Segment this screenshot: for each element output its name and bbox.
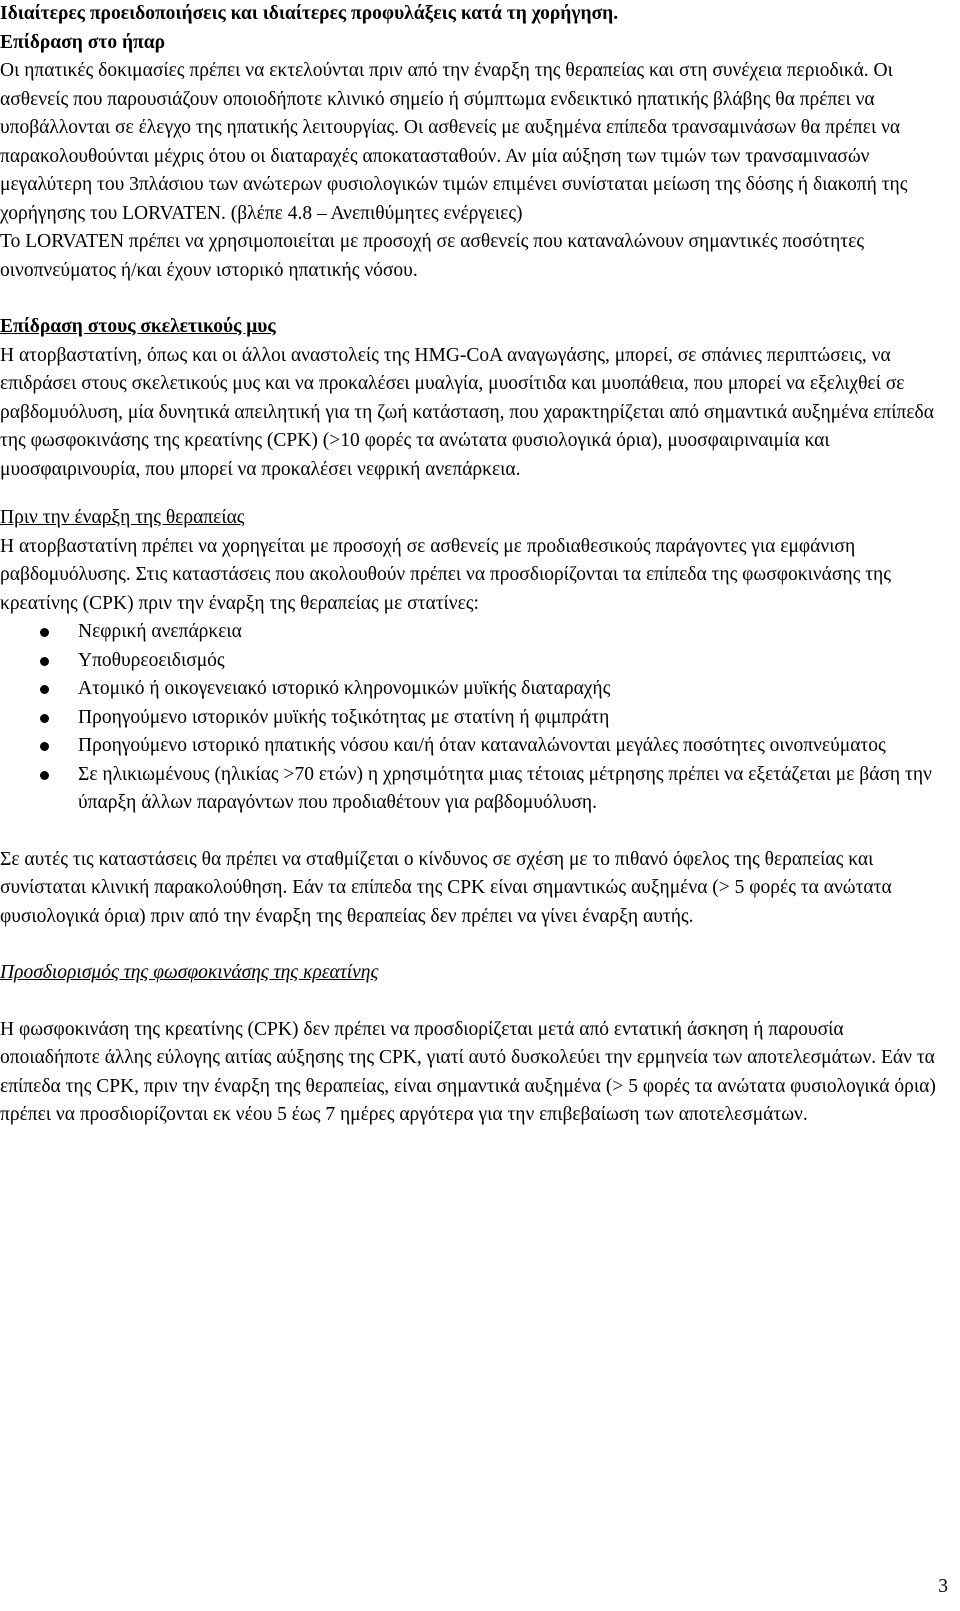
before-therapy-paragraph-2: Σε αυτές τις καταστάσεις θα πρέπει να σταθμίζεται ο κίνδυνος σε σχέση με το πιθανό όφελος της θεραπείας και συνίσταται κλινική παρακολούθηση. Εάν τα επίπεδα της CPK είναι σημαντικώς αυξημένα (> 5 φορές τα ανώτατα φυσιολογικά όρια) πριν από την έναρξη της θεραπείας δεν πρέπει να γίνει έναρξη αυτής. xyxy=(0,848,892,927)
bullet-icon xyxy=(40,628,49,637)
cpk-paragraph: Η φωσφοκινάση της κρεατίνης (CPK) δεν πρέπει να προσδιορίζεται μετά από εντατική άσκηση ή παρουσία οποιαδήποτε άλλης εύλογης αιτίας αύξησης της CPK, γιατί αυτό δυσκολεύει την ερμηνεία των αποτελεσμάτων. Εάν τα επίπεδα της CPK, πριν την έναρξη της θεραπείας, είναι σημαντικά αυξημένα (> 5 φορές τα ανώτατα φυσιολογικά όρια) πρέπει να προσδιορίζονται εκ νέου 5 έως 7 ημέρες αργότερα για την επιβεβαίωση των αποτελεσμάτων. xyxy=(0,1018,936,1125)
risk-factor-list xyxy=(0,618,942,818)
liver-paragraph: Οι ηπατικές δοκιμασίες πρέπει να εκτελούνται πριν από την έναρξη της θεραπείας και στη συνέχεια περιοδικά. Οι ασθενείς που παρουσιάζουν οποιοδήποτε κλινικό σημείο ή σύμπτωμα ενδεικτικό ηπατικής βλάβης θα πρέπει να υποβάλλονται σε έλεγχο της ηπατικής λειτουργίας. Οι ασθενείς με αυξημένα επίπεδα τρανσαμινάσων θα πρέπει να παρακολουθούνται μέχρις ότου οι διαταραχές αποκατασταθούν. Αν μία αύξηση των τιμών των τρανσαμινασών μεγαλύτερη του 3πλάσιου των ανώτερων φυσιολογικών τιμών επιμένει συνίσταται μείωση της δόσης ή διακοπή της χορήγησης του LORVATEN. (βλέπε 4.8 – Ανεπιθύμητες ενέργειες) xyxy=(0,60,908,224)
list-item: Προηγούμενο ιστορικόν μυϊκής τοξικότητας με στατίνη ή φιμπράτη xyxy=(0,704,942,733)
muscle-heading: Επίδραση στους σκελετικούς μυς xyxy=(0,316,276,337)
bullet-icon xyxy=(40,714,49,723)
muscle-paragraph: Η ατορβαστατίνη, όπως και οι άλλοι αναστολείς της HMG-CoA αναγωγάσης, μπορεί, σε σπάνιες περιπτώσεις, να επιδράσει στους σκελετικούς μυς και να προκαλέσει μυαλγία, μυοσίτιδα και μυοπάθεια, που μπορεί να εξελιχθεί σε ραβδομυόλυση, μία δυνητικά απειλητική για τη ζωή κατάσταση, που χαρακτηρίζεται από σημαντικά αυξημένα επίπεδα της φωσφοκινάσης της κρεατίνης (CPK) (>10 φορές τα ανώτατα φυσιολογικά όρια), μυοσφαιριναιμία και μυοσφαιρινουρία, που μπορεί να προκαλέσει νεφρική ανεπάρκεια. xyxy=(0,344,934,480)
list-item: Νεφρική ανεπάρκεια xyxy=(0,618,942,647)
section-title: Ιδιαίτερες προειδοποιήσεις και ιδιαίτερες προφυλάξεις κατά τη χορήγηση. xyxy=(0,3,619,24)
spacer xyxy=(0,988,942,1016)
bullet-icon xyxy=(40,742,49,751)
list-item: Ατομικό ή οικογενειακό ιστορικό κληρονομικών μυϊκής διαταραχής xyxy=(0,675,942,704)
spacer xyxy=(0,818,942,846)
list-item: Προηγούμενο ιστορικό ηπατικής νόσου και/ή όταν καταναλώνονται μεγάλες ποσότητες οινοπνεύματος xyxy=(0,732,942,761)
liver-heading: Επίδραση στο ήπαρ xyxy=(0,31,166,53)
list-item: Υποθυρεοειδισμός xyxy=(0,647,942,676)
spacer xyxy=(0,484,942,504)
page-number: 3 xyxy=(938,1576,948,1597)
liver-paragraph-2: Το LORVATEN πρέπει να χρησιμοποιείται με προσοχή σε ασθενείς που καταναλώνουν σημαντικές ποσότητες οινοπνεύματος ή/και έχουν ιστορικό ηπατικής νόσου. xyxy=(0,231,865,281)
bullet-icon xyxy=(40,771,49,780)
bullet-icon xyxy=(40,685,49,694)
spacer xyxy=(0,285,942,313)
bullet-icon xyxy=(40,657,49,666)
before-therapy-heading: Πριν την έναρξη της θεραπείας xyxy=(0,507,245,528)
before-therapy-paragraph: Η ατορβαστατίνη πρέπει να χορηγείται με προσοχή σε ασθενείς με προδιαθεσικούς παράγοντες για εμφάνιση ραβδομυόλυσης. Στις καταστάσεις που ακολουθούν πρέπει να προσδιορίζονται τα επίπεδα της φωσφοκινάσης της κρεατίνης (CPK) πριν την έναρξη της θεραπείας με στατίνες: xyxy=(0,535,891,614)
cpk-heading: Προσδιορισμός της φωσφοκινάσης της κρεατίνης xyxy=(0,962,379,983)
list-item: Σε ηλικιωμένους (ηλικίας >70 ετών) η χρησιμότητα μιας τέτοιας μέτρησης πρέπει να εξετάζεται με βάση την ύπαρξη άλλων παραγόντων που προδιαθέτουν για ραβδομυόλυση. xyxy=(0,761,942,818)
spacer xyxy=(0,931,942,959)
